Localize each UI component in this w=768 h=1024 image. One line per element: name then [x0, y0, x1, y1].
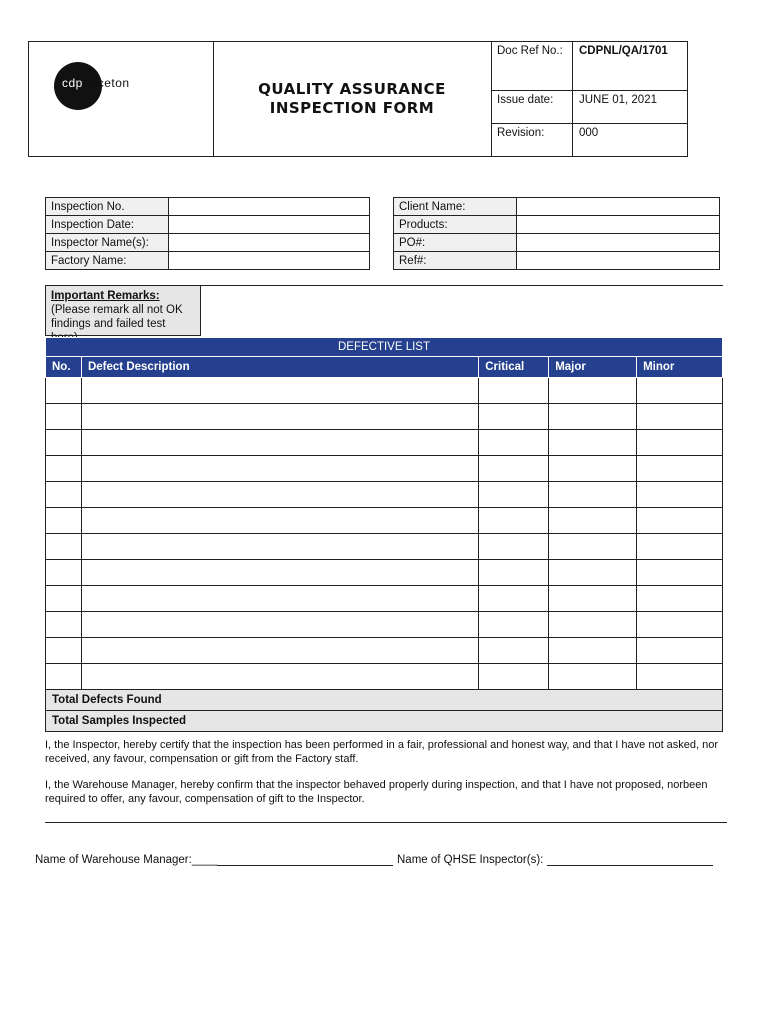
defect-row: [46, 586, 723, 612]
field-po[interactable]: [517, 234, 720, 252]
defect-row: [46, 508, 723, 534]
cell-no[interactable]: [46, 612, 82, 638]
cell-description[interactable]: [81, 664, 478, 690]
cell-minor[interactable]: [637, 404, 723, 430]
inspector-signature-line[interactable]: [547, 853, 713, 866]
cell-minor[interactable]: [637, 664, 723, 690]
inspector-signature-label: Name of QHSE Inspector(s):: [397, 854, 544, 866]
cell-minor[interactable]: [637, 482, 723, 508]
cell-critical[interactable]: [479, 482, 549, 508]
cell-critical[interactable]: [479, 612, 549, 638]
meta-value: CDPNL/QA/1701: [579, 45, 668, 57]
remarks-note-line2: findings and failed test: [51, 318, 166, 330]
label-po: PO#:: [394, 234, 517, 252]
document-header: [28, 41, 688, 157]
logo-cell: [29, 42, 214, 156]
total-defects-found: Total Defects Found: [46, 690, 723, 711]
client-info-table: [393, 197, 720, 270]
defect-row: [46, 456, 723, 482]
cell-minor[interactable]: [637, 534, 723, 560]
cell-major[interactable]: [549, 560, 637, 586]
cell-minor[interactable]: [637, 508, 723, 534]
defect-row: [46, 638, 723, 664]
defect-row: [46, 664, 723, 690]
field-client-name[interactable]: [517, 198, 720, 216]
cell-description[interactable]: [81, 456, 478, 482]
defect-row: [46, 430, 723, 456]
meta-revision: [491, 124, 687, 156]
defect-row: [46, 404, 723, 430]
col-major: Major: [549, 357, 637, 378]
manager-signature-label: Name of Warehouse Manager:____: [35, 854, 218, 866]
cell-no[interactable]: [46, 378, 82, 404]
meta-key: Doc Ref No.:: [491, 42, 573, 90]
field-products[interactable]: [517, 216, 720, 234]
defective-list-table: [45, 337, 723, 732]
col-critical: Critical: [479, 357, 549, 378]
defective-list-caption: DEFECTIVE LIST: [46, 338, 723, 357]
cell-major[interactable]: [549, 508, 637, 534]
label-ref: Ref#:: [394, 252, 517, 270]
defect-rows: [46, 378, 723, 690]
label-factory-name: Factory Name:: [46, 252, 169, 270]
meta-key: Revision:: [491, 124, 573, 156]
manager-signature-line[interactable]: [217, 853, 393, 866]
logo-rest: rinceton: [82, 76, 130, 90]
cell-description[interactable]: [81, 560, 478, 586]
cell-critical[interactable]: [479, 404, 549, 430]
cell-no[interactable]: [46, 560, 82, 586]
cell-minor[interactable]: [637, 430, 723, 456]
cell-minor[interactable]: [637, 456, 723, 482]
defect-row: [46, 482, 723, 508]
defect-row: [46, 534, 723, 560]
inspection-info-table: [45, 197, 370, 270]
cell-description[interactable]: [81, 612, 478, 638]
remarks-title: Important Remarks:: [51, 290, 160, 302]
cell-description[interactable]: [81, 430, 478, 456]
logo-cdp: cdp: [62, 76, 83, 90]
meta-value: 000: [579, 127, 599, 139]
cell-no[interactable]: [46, 586, 82, 612]
inspector-signature: [397, 853, 713, 866]
cell-major[interactable]: [549, 482, 637, 508]
cell-description[interactable]: [81, 508, 478, 534]
label-inspection-no: Inspection No.: [46, 198, 169, 216]
cell-critical[interactable]: [479, 586, 549, 612]
cell-no[interactable]: [46, 482, 82, 508]
defect-row: [46, 560, 723, 586]
cell-minor[interactable]: [637, 378, 723, 404]
cell-major[interactable]: [549, 378, 637, 404]
cell-critical[interactable]: [479, 378, 549, 404]
cell-critical[interactable]: [479, 638, 549, 664]
field-inspector-names[interactable]: [169, 234, 370, 252]
form-title: [213, 42, 492, 156]
cell-minor[interactable]: [637, 638, 723, 664]
defect-row: [46, 612, 723, 638]
form-title-line2: INSPECTION FORM: [269, 99, 435, 117]
cell-minor[interactable]: [637, 612, 723, 638]
cell-description[interactable]: [81, 638, 478, 664]
remarks-field-line[interactable]: [201, 285, 723, 286]
document-meta: [491, 42, 687, 156]
label-inspection-date: Inspection Date:: [46, 216, 169, 234]
cell-major[interactable]: [549, 430, 637, 456]
important-remarks: [45, 285, 201, 336]
cell-description[interactable]: [81, 534, 478, 560]
field-inspection-no[interactable]: [169, 198, 370, 216]
cell-no[interactable]: [46, 404, 82, 430]
cell-description[interactable]: [81, 482, 478, 508]
cell-critical[interactable]: [479, 430, 549, 456]
company-logo-text: [62, 76, 130, 90]
cell-major[interactable]: [549, 534, 637, 560]
label-products: Products:: [394, 216, 517, 234]
cell-no[interactable]: [46, 534, 82, 560]
total-samples-inspected: Total Samples Inspected: [46, 711, 723, 732]
form-title-line1: QUALITY ASSURANCE: [258, 80, 446, 98]
manager-certification: I, the Warehouse Manager, hereby confirm that the inspector behaved properly during inspection, and that I have not proposed, norbeen required to offer, any favour, compensation of gift to the Inspector.: [45, 779, 708, 805]
cell-major[interactable]: [549, 664, 637, 690]
cell-description[interactable]: [81, 586, 478, 612]
cell-critical[interactable]: [479, 508, 549, 534]
col-defect-description: Defect Description: [81, 357, 478, 378]
field-factory-name[interactable]: [169, 252, 370, 270]
cell-major[interactable]: [549, 456, 637, 482]
col-no: No.: [46, 357, 82, 378]
cell-description[interactable]: [81, 378, 478, 404]
cell-no[interactable]: [46, 456, 82, 482]
cell-critical[interactable]: [479, 560, 549, 586]
cell-description[interactable]: [81, 404, 478, 430]
field-ref[interactable]: [517, 252, 720, 270]
field-inspection-date[interactable]: [169, 216, 370, 234]
cell-critical[interactable]: [479, 664, 549, 690]
cell-major[interactable]: [549, 404, 637, 430]
inspector-certification: I, the Inspector, hereby certify that the inspection has been performed in a fair, professional and honest way, and that I have not asked, nor received, any favour, compensation or gift from the Factory staff.: [45, 739, 719, 765]
cell-major[interactable]: [549, 638, 637, 664]
defect-row: [46, 378, 723, 404]
label-inspector-names: Inspector Name(s):: [46, 234, 169, 252]
meta-value: JUNE 01, 2021: [579, 94, 657, 106]
label-client-name: Client Name:: [394, 198, 517, 216]
manager-signature: [35, 853, 393, 866]
cell-no[interactable]: [46, 638, 82, 664]
cell-no[interactable]: [46, 430, 82, 456]
divider: [45, 822, 727, 823]
cell-no[interactable]: [46, 508, 82, 534]
meta-doc-ref: [491, 42, 687, 91]
cell-critical[interactable]: [479, 534, 549, 560]
col-minor: Minor: [637, 357, 723, 378]
cell-critical[interactable]: [479, 456, 549, 482]
cell-minor[interactable]: [637, 560, 723, 586]
meta-key: Issue date:: [491, 91, 573, 123]
cell-no[interactable]: [46, 664, 82, 690]
remarks-note-line1: (Please remark all not OK: [51, 304, 183, 316]
cell-minor[interactable]: [637, 586, 723, 612]
cell-major[interactable]: [549, 586, 637, 612]
cell-major[interactable]: [549, 612, 637, 638]
meta-issue-date: [491, 91, 687, 124]
